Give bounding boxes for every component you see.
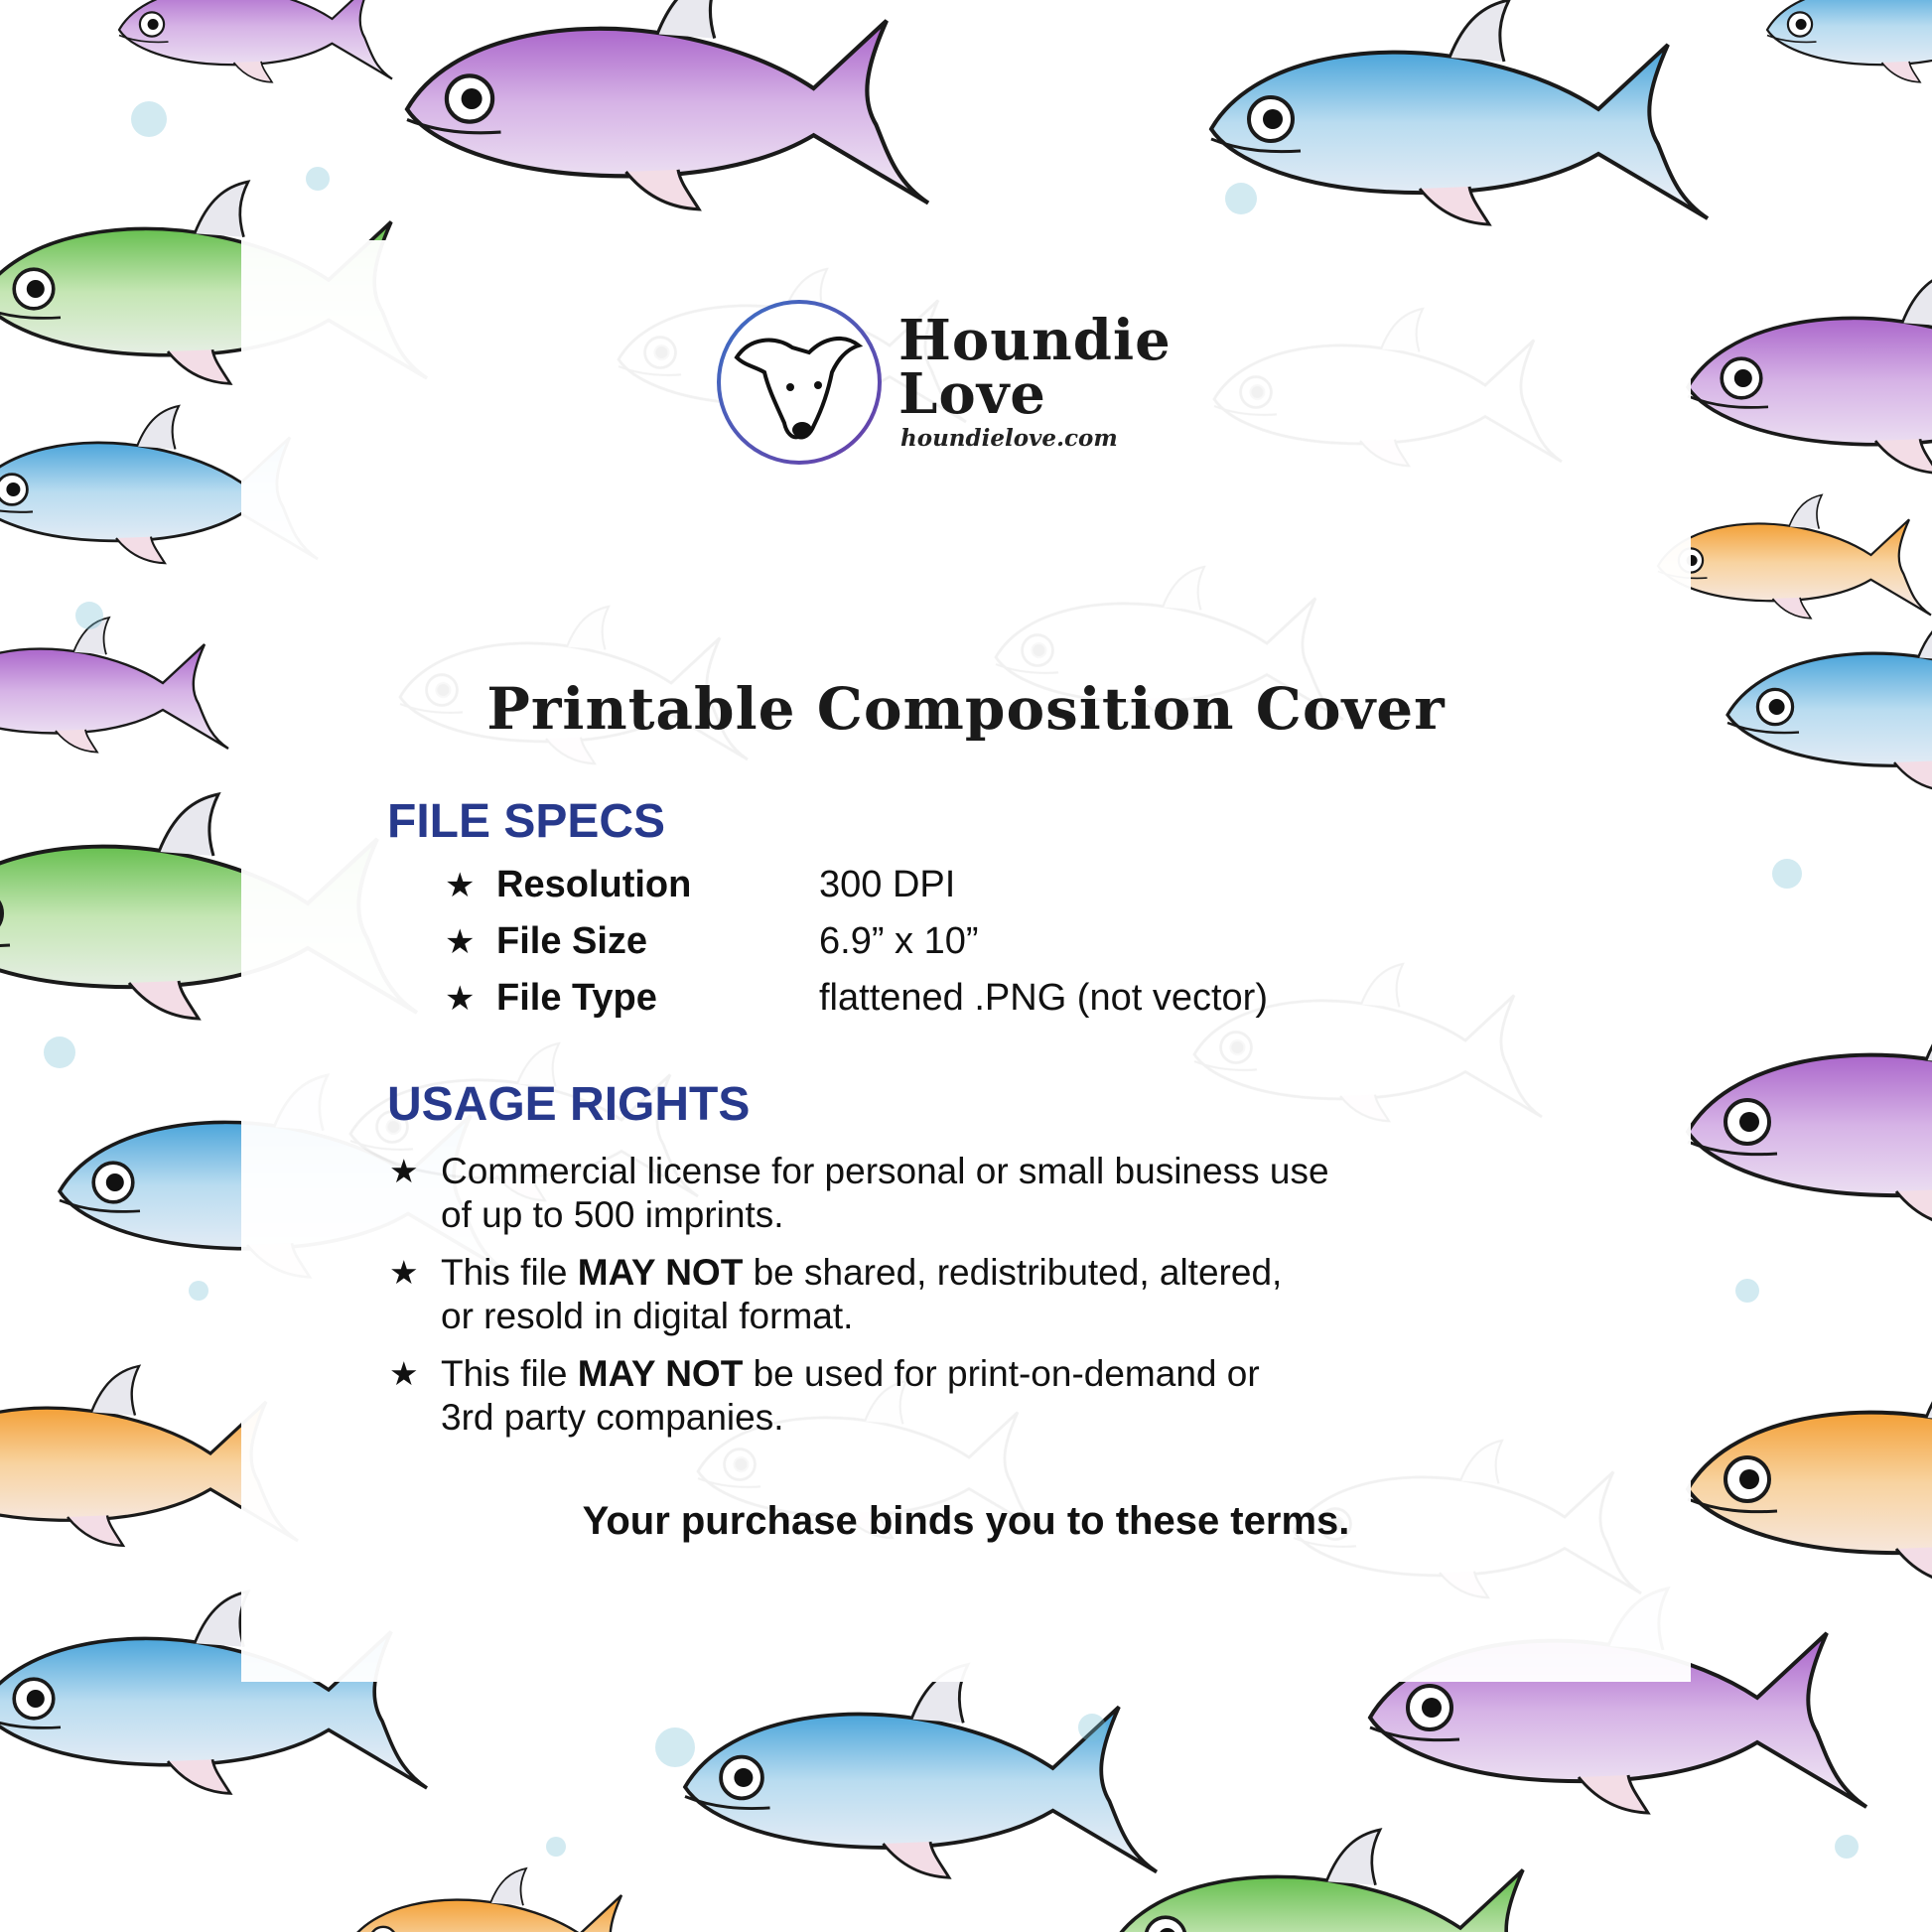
star-icon: ★ bbox=[389, 1254, 419, 1291]
page-title: Printable Composition Cover bbox=[486, 675, 1446, 743]
star-icon: ★ bbox=[445, 923, 476, 961]
spec-label: Resolution bbox=[496, 864, 692, 905]
spec-value: 6.9” x 10” bbox=[819, 920, 979, 962]
usage-line2: of up to 500 imprints. bbox=[441, 1194, 784, 1235]
terms-statement: Your purchase binds you to these terms. bbox=[582, 1499, 1350, 1543]
usage-line2: 3rd party companies. bbox=[441, 1397, 784, 1438]
brand-name-line2: Love bbox=[898, 361, 1046, 427]
brand-name-line1: Houndie bbox=[898, 308, 1172, 373]
usage-rights-heading: USAGE RIGHTS bbox=[387, 1078, 751, 1131]
greyhound-face-icon bbox=[715, 298, 884, 467]
usage-line2: or resold in digital format. bbox=[441, 1296, 854, 1336]
star-icon: ★ bbox=[389, 1355, 419, 1392]
spec-label: File Type bbox=[496, 977, 657, 1019]
star-icon: ★ bbox=[389, 1153, 419, 1189]
usage-line1: This file MAY NOT be used for print-on-demand or bbox=[441, 1353, 1260, 1394]
spec-value: flattened .PNG (not vector) bbox=[819, 977, 1268, 1019]
file-specs-heading: FILE SPECS bbox=[387, 795, 666, 848]
star-icon: ★ bbox=[445, 867, 476, 904]
usage-line1: This file MAY NOT be shared, redistributed, altered, bbox=[441, 1252, 1283, 1293]
brand-name bbox=[898, 308, 1172, 427]
usage-line1: Commercial license for personal or small business use bbox=[441, 1151, 1329, 1191]
spec-label: File Size bbox=[496, 920, 648, 962]
spec-value: 300 DPI bbox=[819, 864, 956, 905]
brand-website: houndielove.com bbox=[900, 425, 1118, 452]
brand-logo bbox=[715, 298, 1231, 467]
star-icon: ★ bbox=[445, 980, 476, 1018]
